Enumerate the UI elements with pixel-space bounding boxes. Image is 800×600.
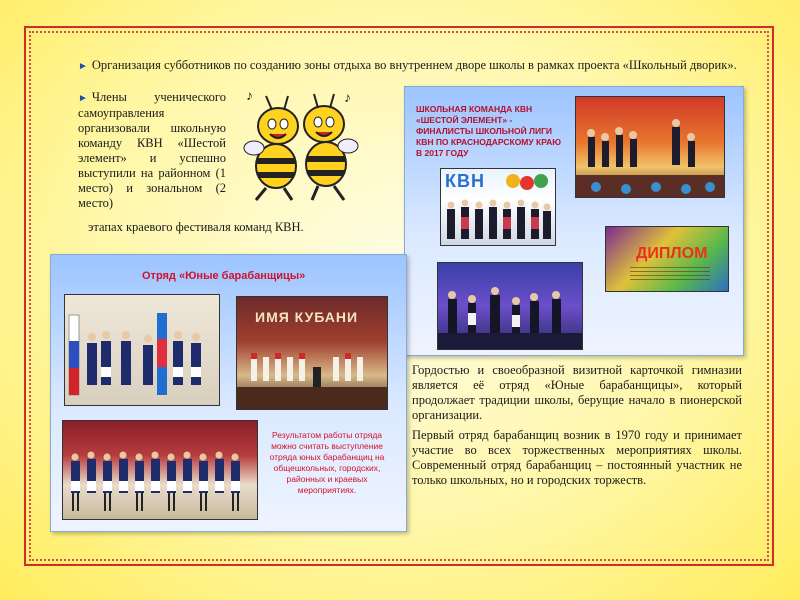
- kvn-diploma-photo: [605, 226, 729, 292]
- svg-text:♪: ♪: [344, 91, 351, 106]
- kuban-banner-text: ИМЯ КУБАНИ: [255, 309, 359, 325]
- bullet-item-kvn: [78, 90, 226, 211]
- paragraph-history: Первый отряд барабанщиц возник в 1970 году и принимает участие во всех торжественных мероприятиях школы. Современный отряд барабанщиц – постоянный участник не только школьных, но и городских торжеств.: [412, 428, 742, 487]
- kuban-stage-photo: [236, 296, 388, 410]
- bullet-arrow-icon: ►: [78, 61, 88, 72]
- paragraph-pride: Гордостью и своеобразной визитной карточкой гимназии является её отряд «Юные барабанщицы», который продолжает традиции школы, берущие начало в пионерской организации.: [412, 363, 742, 422]
- drummers-parade-photo: [62, 420, 258, 520]
- diploma-body-lines: [630, 267, 710, 281]
- svg-text:♪: ♪: [246, 89, 253, 104]
- diploma-title: ДИПЛОМ: [636, 245, 708, 262]
- bullet-text-subbotnik: Организация субботников по созданию зоны отдыха во внутреннем дворе школы в рамках проекта «Школьный дворик».: [91, 58, 737, 72]
- kvn-team-photo: [440, 168, 556, 246]
- bullet-arrow-icon: ►: [78, 93, 88, 104]
- cartoon-bees-image: [236, 84, 364, 204]
- kvn-logo-text: КВН: [445, 171, 485, 191]
- bullet-item-subbotnik: [78, 58, 743, 74]
- drummers-panel-title: Отряд «Юные барабанщицы»: [142, 270, 306, 282]
- kvn-performance-photo: [437, 262, 583, 350]
- bullet-text-kvn: Члены ученического самоуправления организовали школьную команду КВН «Шестой элемент» и успешно выступили на районном (1 место) и зональном (2 место): [78, 90, 226, 210]
- drummers-result-caption: Результатом работы отряда можно считать выступление отряда юных барабанщиц на общешкольных, городских, районных и краевых мероприятиях.: [269, 430, 385, 495]
- drummers-flag-photo: [64, 294, 220, 406]
- bullet-text-kvn-end: этапах краевого фестиваля команд КВН.: [88, 220, 304, 234]
- kvn-caption: ШКОЛЬНАЯ КОМАНДА КВН «ШЕСТОЙ ЭЛЕМЕНТ» - ФИНАЛИСТЫ ШКОЛЬНОЙ ЛИГИ КВН ПО КРАСНОДАРСКОМУ КРАЮ В 2017 ГОДУ: [416, 104, 562, 158]
- kvn-stage-photo: [575, 96, 725, 198]
